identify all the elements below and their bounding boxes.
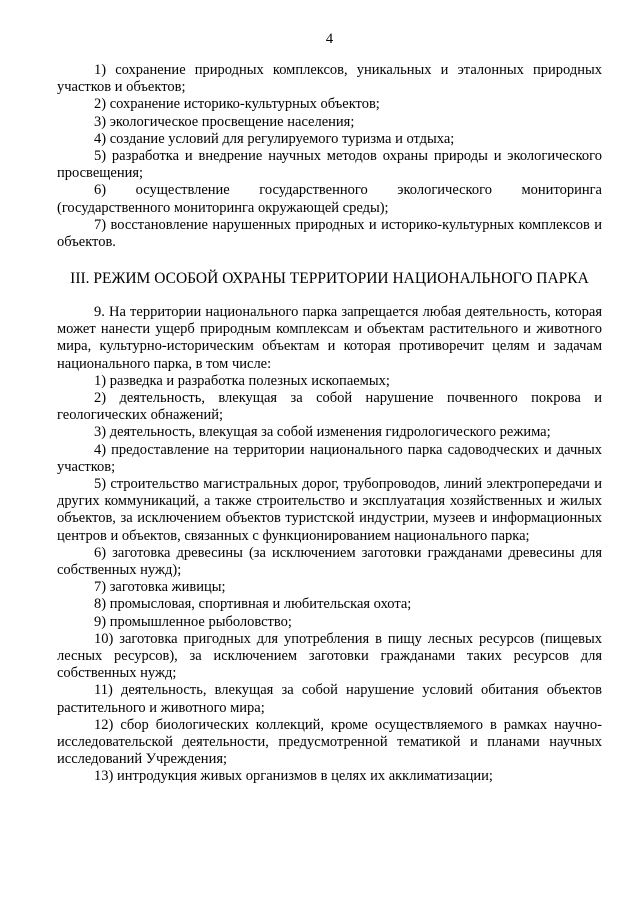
list-item: 2) сохранение историко-культурных объектов; xyxy=(94,96,380,113)
section-heading: III. РЕЖИМ ОСОБОЙ ОХРАНЫ ТЕРРИТОРИИ НАЦИОНАЛЬНОГО ПАРКА xyxy=(70,270,589,287)
list-item: 1) сохранение природных комплексов, уникальных и эталонных природных участков и объектов; xyxy=(57,62,602,96)
list-item: 8) промысловая, спортивная и любительская охота; xyxy=(94,596,412,613)
list-item: 12) сбор биологических коллекций, кроме осуществляемого в рамках научно-исследовательской деятельности, предусмотренной тематикой и планами научных исследований Учреждения; xyxy=(57,716,602,768)
list-item: 4) предоставление на территории национального парка садоводческих и дачных участков; xyxy=(57,441,602,475)
list-item: 9) промышленное рыболовство; xyxy=(94,613,292,630)
list-item: 7) восстановление нарушенных природных и историко-культурных комплексов и объектов. xyxy=(57,216,602,251)
list-item: 1) разведка и разработка полезных ископаемых; xyxy=(94,372,390,389)
section-heading-block xyxy=(57,270,602,287)
list-item: 6) осуществление государственного экологического мониторинга (государственного мониторинга окружающей среды); xyxy=(57,182,602,216)
paragraph-9: 9. На территории национального парка запрещается любая деятельность, которая может нанести ущерб природным комплексам и объектам растительного и животного мира, культурно-историческим объектам и которая противоречит целям и задачам национального парка, в том числе: xyxy=(57,304,602,372)
list-item: 3) деятельность, влекущая за собой изменения гидрологического режима; xyxy=(94,424,551,441)
list-item: 4) создание условий для регулируемого туризма и отдыха; xyxy=(94,130,455,147)
list-item: 13) интродукция живых организмов в целях их акклиматизации; xyxy=(94,768,493,785)
list-item: 5) разработка и внедрение научных методов охраны природы и экологического просвещения; xyxy=(57,148,602,182)
goals-list xyxy=(57,62,602,251)
prohibitions-section xyxy=(57,304,602,786)
page-number: 4 xyxy=(325,31,334,47)
list-item: 11) деятельность, влекущая за собой нарушение условий обитания объектов растительного и животного мира; xyxy=(57,682,602,716)
document-page xyxy=(57,0,602,905)
list-item: 10) заготовка пригодных для употребления в пищу лесных ресурсов (пищевых лесных ресурсов), за исключением заготовки гражданами таких ресурсов для собственных нужд; xyxy=(57,630,602,682)
list-item: 7) заготовка живицы; xyxy=(94,579,226,596)
list-item: 6) заготовка древесины (за исключением заготовки гражданами древесины для собственных нужд); xyxy=(57,544,602,579)
list-item: 5) строительство магистральных дорог, трубопроводов, линий электропередачи и других коммуникаций, а также строительство и эксплуатация хозяйственных и жилых объектов, за исключением объектов туристской индустрии, музеев и информационных центров и объектов, связанных с функционированием национального парка; xyxy=(57,476,602,544)
list-item: 2) деятельность, влекущая за собой нарушение почвенного покрова и геологических обнажений; xyxy=(57,390,602,424)
list-item: 3) экологическое просвещение населения; xyxy=(94,113,355,130)
